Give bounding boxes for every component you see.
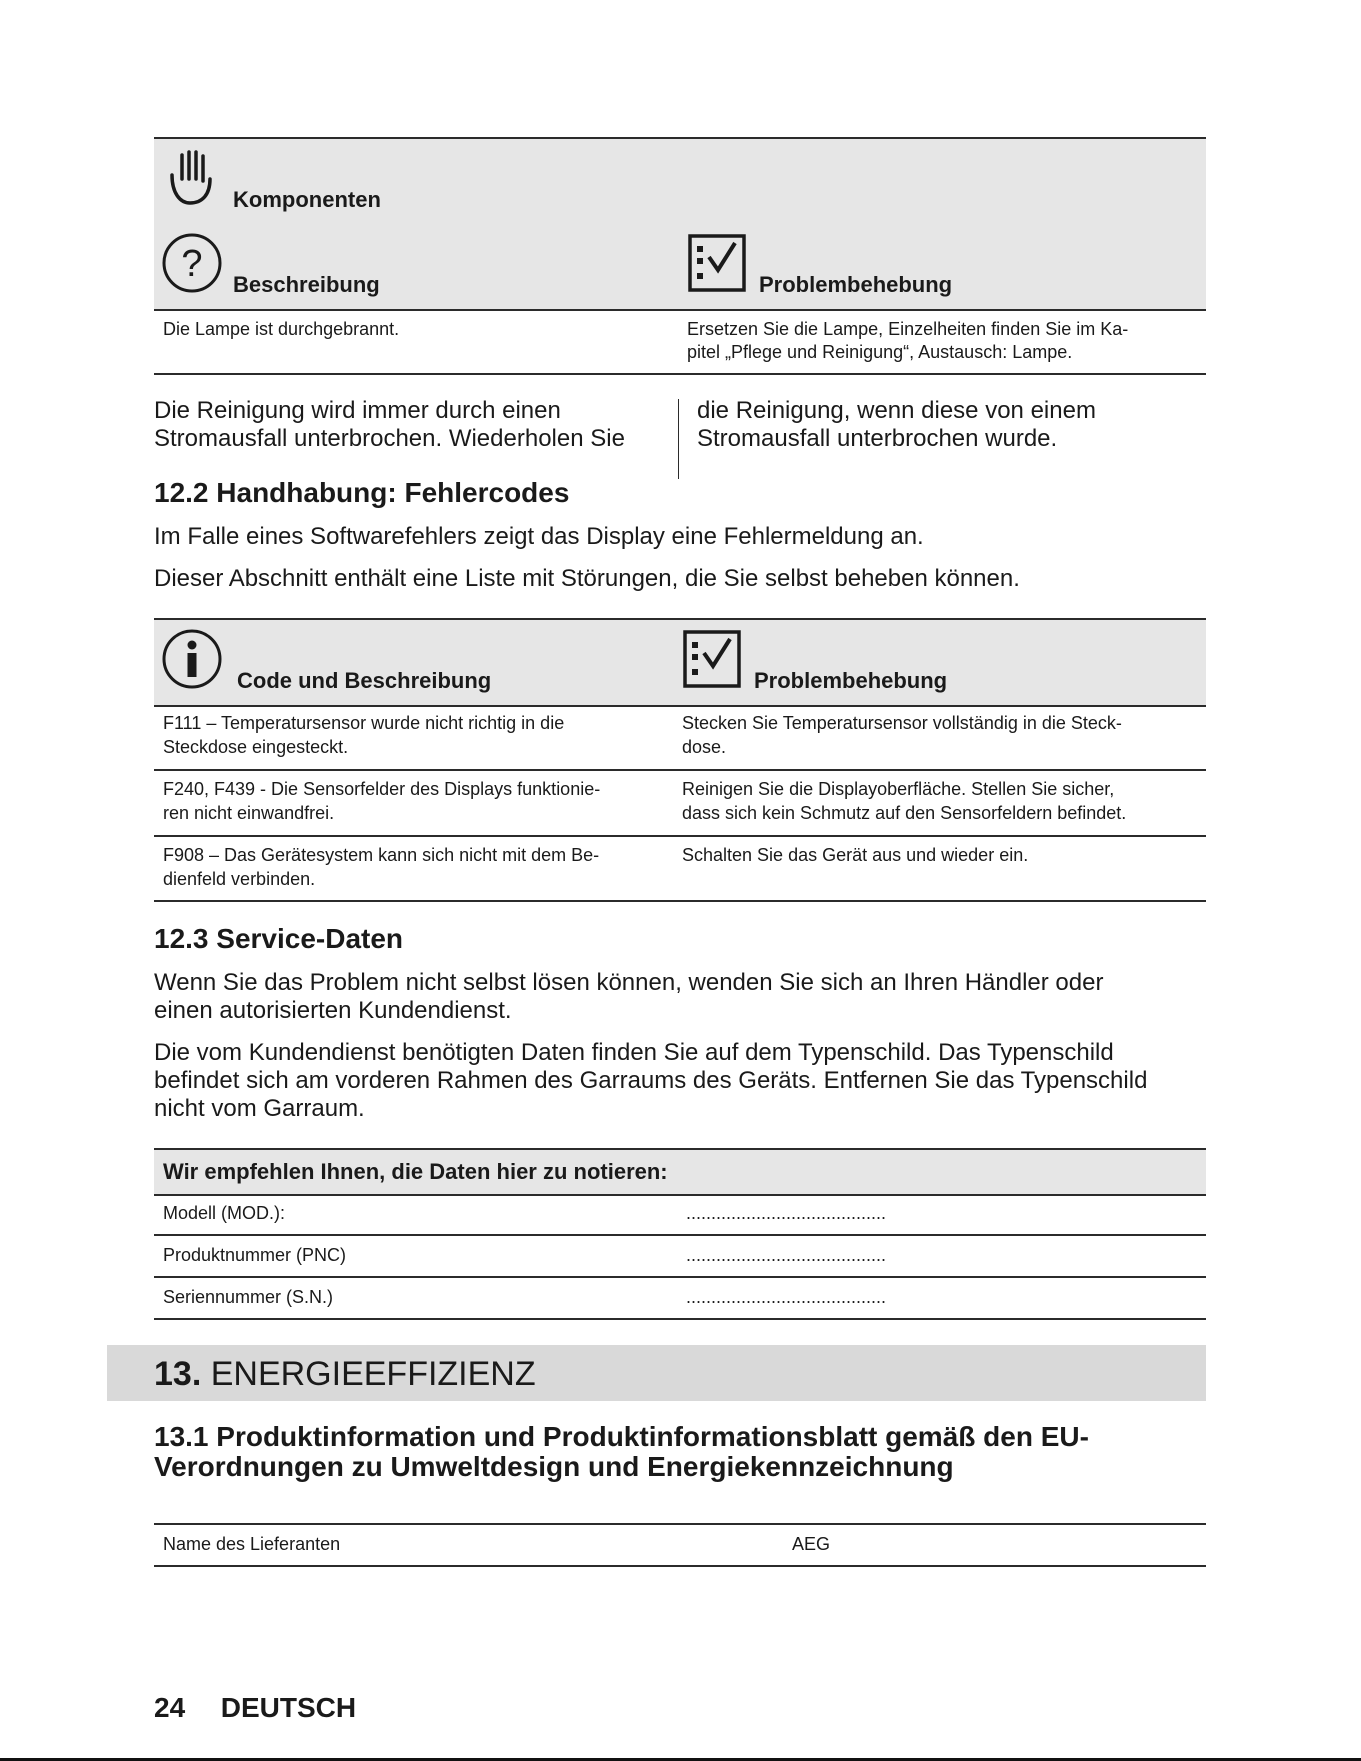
section-13-title: ENERGIEEFFIZIENZ [210, 1355, 536, 1393]
table2-row3-code-line2: dienfeld verbinden. [163, 869, 316, 889]
hand-icon [168, 149, 214, 207]
section-12-2-title: 12.2 Handhabung: Fehlercodes [154, 477, 570, 508]
table2-row2-solution-line2: dass sich kein Schmutz auf den Sensorfeldern befindet. [682, 803, 1127, 823]
table1-row-solution-line1: Ersetzen Sie die Lampe, Einzelheiten finden Sie im Ka- [687, 319, 1129, 339]
components-label: Komponenten [233, 187, 381, 212]
section-12-3-title: 12.3 Service-Daten [154, 923, 404, 954]
product-number-label: Produktnummer (PNC) [163, 1245, 347, 1265]
table1-row-solution-line2: pitel „Pflege und Reinigung“, Austausch: Lampe. [687, 342, 1073, 362]
solution-column-header: Problembehebung [759, 272, 953, 297]
section-12-2-para2: Dieser Abschnitt enthält eine Liste mit Störungen, die Sie selbst beheben können. [154, 565, 1020, 592]
section-12-2-para1: Im Falle eines Softwarefehlers zeigt das Display eine Fehlermeldung an. [154, 523, 924, 550]
table2-bottom-rule [154, 900, 1206, 902]
checklist-icon [687, 233, 747, 293]
table2-row2-code-line2: ren nicht einwandfrei. [163, 803, 335, 823]
table2-row1-code-line1: F111 – Temperatursensor wurde nicht richtig in die [163, 713, 565, 733]
table2-row-rule [154, 769, 1206, 771]
table2-row1-solution-line1: Stecken Sie Temperatursensor vollständig in die Steck- [682, 713, 1122, 733]
section-13-number: 13. [154, 1355, 202, 1393]
intro-left-line2: Stromausfall unterbrochen. Wiederholen Sie [154, 425, 625, 452]
table3-bottom-rule [154, 1318, 1206, 1320]
table2-header [154, 618, 1206, 707]
table4-top-rule [154, 1523, 1206, 1525]
section-13-band [107, 1345, 1206, 1401]
table3-row-rule [154, 1276, 1206, 1278]
table2-row-rule [154, 835, 1206, 837]
table1-header-components [154, 137, 1206, 226]
svg-text:?: ? [181, 243, 203, 285]
section-12-3-para2-line1: Die vom Kundendienst benötigten Daten finden Sie auf dem Typenschild. Das Typenschild [154, 1039, 1114, 1066]
section-12-3-para2-line3: nicht vom Garraum. [154, 1095, 365, 1122]
model-value: ........................................ [686, 1203, 887, 1223]
product-number-value: ........................................ [686, 1245, 887, 1265]
table2-row3-solution-line1: Schalten Sie das Gerät aus und wieder ein. [682, 845, 1029, 865]
table2-row2-solution-line1: Reinigen Sie die Displayoberfläche. Stellen Sie sicher, [682, 779, 1115, 799]
solution-column-header: Problembehebung [754, 668, 948, 693]
table3-row-rule [154, 1234, 1206, 1236]
code-column-header: Code und Beschreibung [237, 668, 492, 693]
table1-column-headers [154, 224, 1206, 311]
intro-right-line1: die Reinigung, wenn diese von einem [697, 397, 1096, 424]
intro-right-line2: Stromausfall unterbrochen wurde. [697, 425, 1058, 452]
table2-row2-code-line1: F240, F439 - Die Sensorfelder des Displays funktionie- [163, 779, 601, 799]
page-footer [154, 1692, 356, 1724]
table1-bottom-rule [154, 373, 1206, 375]
page-number: 24 [154, 1692, 186, 1723]
column-divider [678, 399, 679, 479]
serial-number-label: Seriennummer (S.N.) [163, 1287, 334, 1307]
serial-number-value: ........................................ [686, 1287, 887, 1307]
table1-row-description: Die Lampe ist durchgebrannt. [163, 319, 400, 339]
section-12-3-para2-line2: befindet sich am vorderen Rahmen des Garraums des Geräts. Entfernen Sie das Typenschild [154, 1067, 1148, 1094]
table4-bottom-rule [154, 1565, 1206, 1567]
table3-header-text: Wir empfehlen Ihnen, die Daten hier zu notieren: [163, 1159, 668, 1184]
checklist-icon [682, 629, 742, 689]
section-12-3-para1-line2: einen autorisierten Kundendienst. [154, 997, 512, 1024]
supplier-name-value: AEG [792, 1534, 831, 1554]
section-12-3-para1-line1: Wenn Sie das Problem nicht selbst lösen können, wenden Sie sich an Ihren Händler oder [154, 969, 1104, 996]
model-label: Modell (MOD.): [163, 1203, 286, 1223]
question-circle-icon [161, 232, 223, 294]
table2-row3-code-line1: F908 – Das Gerätesystem kann sich nicht mit dem Be- [163, 845, 600, 865]
supplier-name-label: Name des Lieferanten [163, 1534, 341, 1554]
table2-row1-solution-line2: dose. [682, 737, 727, 757]
intro-left-line1: Die Reinigung wird immer durch einen [154, 397, 561, 424]
description-column-header: Beschreibung [233, 272, 380, 297]
table3-header [154, 1148, 1206, 1196]
section-13-1-title-line2: Verordnungen zu Umweltdesign und Energiekennzeichnung [154, 1451, 954, 1482]
table2-row1-code-line2: Steckdose eingesteckt. [163, 737, 349, 757]
info-circle-icon [161, 628, 223, 690]
footer-language: DEUTSCH [220, 1692, 357, 1723]
section-13-1-title-line1: 13.1 Produktinformation und Produktinformationsblatt gemäß den EU- [154, 1421, 1089, 1452]
